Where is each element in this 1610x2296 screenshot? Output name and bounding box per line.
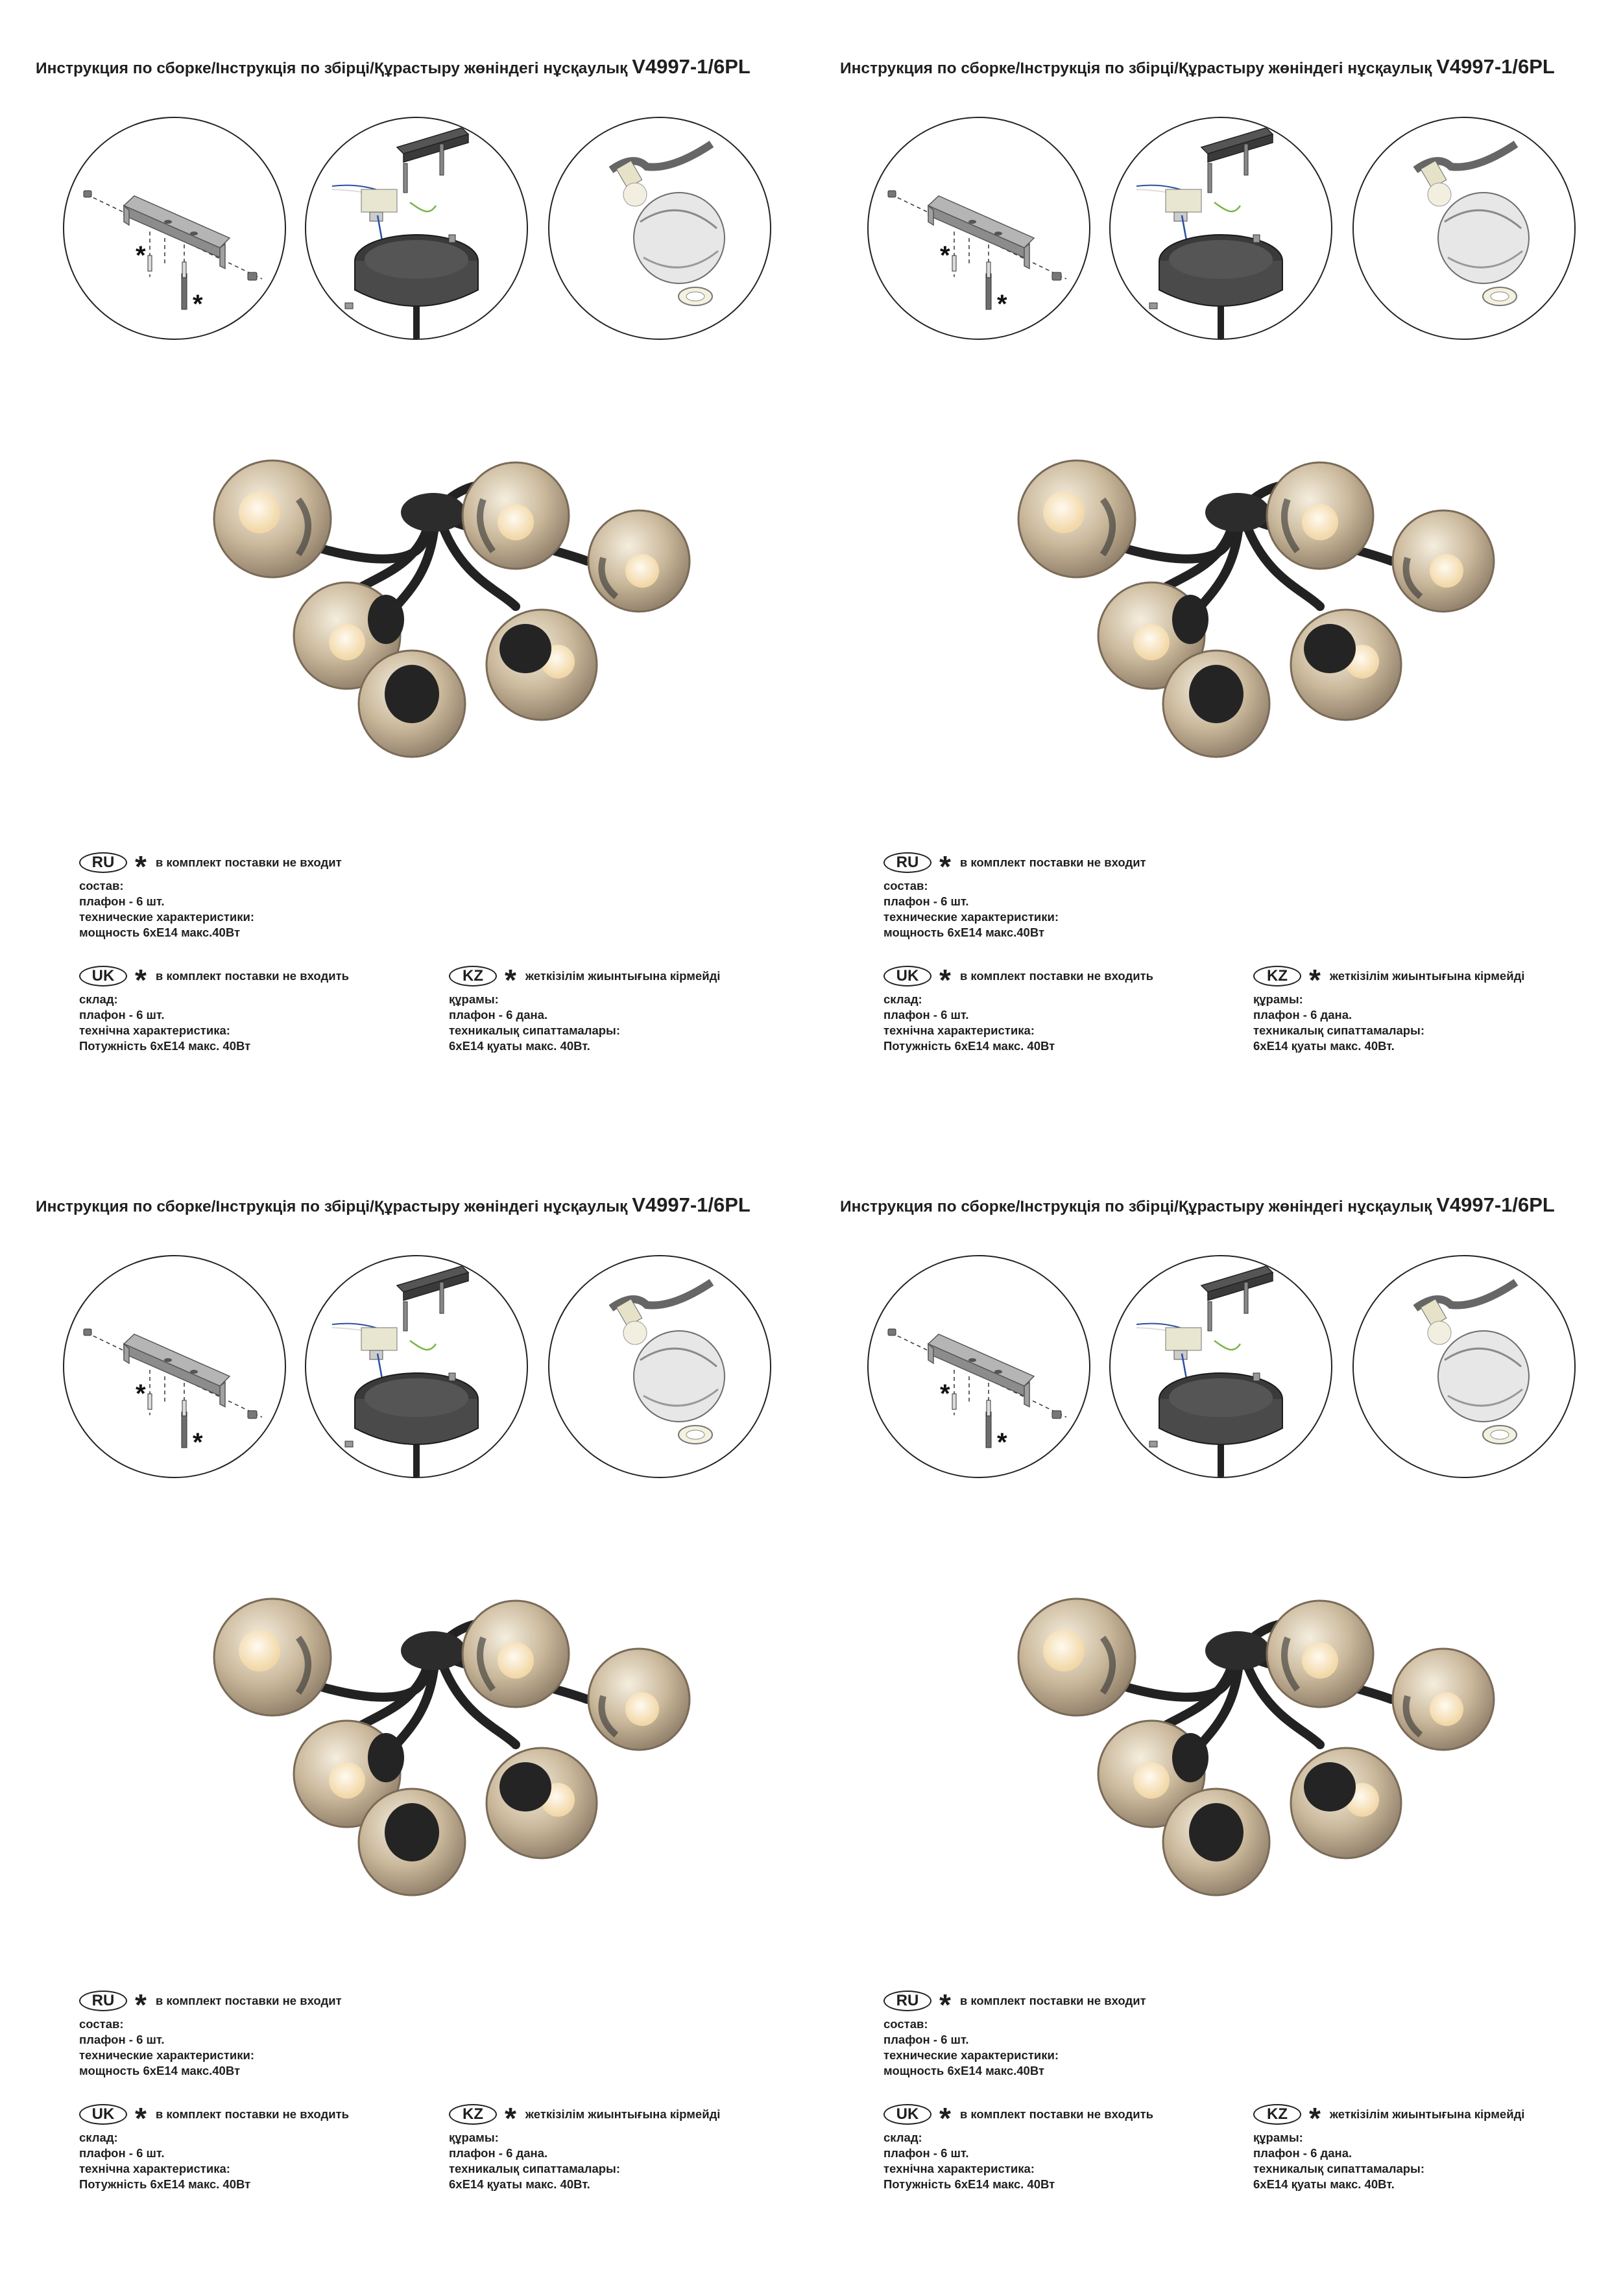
step-3-shade-circle — [548, 117, 771, 340]
ru-section — [79, 1988, 342, 2079]
kz-badge: KZ — [1253, 966, 1301, 987]
ru-line: состав: — [79, 879, 124, 892]
step-1-bracket-circle — [867, 117, 1090, 340]
ru-line: технические характеристики: — [79, 910, 255, 924]
bulb-icon — [1428, 1321, 1451, 1345]
svg-text:*: * — [193, 290, 203, 318]
uk-badge: UK — [79, 966, 127, 987]
step-1-bracket-circle — [63, 1255, 286, 1478]
title-text: Инструкция по сборке/Інструкція по збірці/Құрастыру жөніндегі нұсқаулық — [36, 60, 628, 77]
uk-badge: UK — [883, 2104, 931, 2125]
ru-badge: RU — [883, 1991, 931, 2011]
step-2-canopy-circle — [305, 1255, 528, 1478]
kz-line: 6хЕ14 қуаты макс. 40Вт. — [449, 2177, 590, 2191]
bulb-icon — [1428, 183, 1451, 206]
step-3-shade-circle — [1352, 1255, 1576, 1478]
ru-line: мощность 6хЕ14 макс.40Вт — [883, 2064, 1045, 2077]
uk-line: Потужність 6хЕ14 макс. 40Вт — [79, 1039, 251, 1053]
ru-note: в комплект поставки не входит — [959, 855, 1146, 869]
kz-section — [1253, 2101, 1524, 2192]
ru-section — [883, 1988, 1146, 2079]
asterisk-icon: * — [505, 963, 516, 997]
asterisk-icon: * — [135, 850, 147, 883]
title-text: Инструкция по сборке/Інструкція по збірці/Құрастыру жөніндегі нұсқаулық — [840, 60, 1432, 77]
chandelier-illustration — [992, 1579, 1505, 1910]
uk-line: плафон - 6 шт. — [883, 1008, 969, 1022]
glass-shade-icon — [549, 118, 770, 339]
kz-line: техникалық сипаттамалары: — [1253, 1023, 1425, 1037]
asterisk-icon: * — [505, 2101, 516, 2135]
mounting-bracket-icon — [64, 1256, 285, 1477]
kz-line: плафон - 6 дана. — [1253, 2146, 1352, 2160]
asterisk-icon: * — [135, 963, 147, 997]
ru-line: мощность 6хЕ14 макс.40Вт — [883, 926, 1045, 939]
step-2-canopy-circle — [1109, 1255, 1332, 1478]
kz-section — [449, 963, 720, 1054]
kz-line: 6хЕ14 қуаты макс. 40Вт. — [1253, 1039, 1395, 1053]
asterisk-icon: * — [939, 963, 951, 997]
uk-badge: UK — [79, 2104, 127, 2125]
ru-badge: RU — [79, 852, 127, 873]
chandelier-illustration — [188, 441, 701, 772]
uk-section — [883, 963, 1153, 1054]
kz-line: техникалық сипаттамалары: — [1253, 2162, 1425, 2175]
uk-line: технічна характеристика: — [883, 2162, 1035, 2175]
ru-line: мощность 6хЕ14 макс.40Вт — [79, 926, 241, 939]
ru-line: плафон - 6 шт. — [79, 2033, 165, 2046]
kz-note: жеткізілім жиынтығына кірмейді — [1329, 969, 1525, 983]
uk-section — [883, 2101, 1153, 2192]
step-1-bracket-circle — [867, 1255, 1090, 1478]
uk-line: технічна характеристика: — [883, 1023, 1035, 1037]
uk-line: плафон - 6 шт. — [79, 1008, 165, 1022]
kz-line: құрамы: — [1253, 2131, 1303, 2144]
kz-line: техникалық сипаттамалары: — [449, 2162, 621, 2175]
ru-line: мощность 6хЕ14 макс.40Вт — [79, 2064, 241, 2077]
kz-line: құрамы: — [449, 2131, 499, 2144]
uk-line: Потужність 6хЕ14 макс. 40Вт — [883, 1039, 1055, 1053]
glass-shade-icon — [1354, 118, 1574, 339]
kz-line: 6хЕ14 қуаты макс. 40Вт. — [449, 1039, 590, 1053]
kz-line: 6хЕ14 қуаты макс. 40Вт. — [1253, 2177, 1395, 2191]
uk-line: Потужність 6хЕ14 макс. 40Вт — [883, 2177, 1055, 2191]
ru-section — [883, 850, 1146, 940]
kz-note: жеткізілім жиынтығына кірмейді — [1329, 2107, 1525, 2121]
ru-line: состав: — [883, 879, 928, 892]
uk-line: склад: — [79, 2131, 118, 2144]
step-2-canopy-circle — [305, 117, 528, 340]
mounting-bracket-icon — [869, 118, 1089, 339]
kz-line: плафон - 6 дана. — [449, 2146, 548, 2160]
ru-section — [79, 850, 342, 940]
kz-badge: KZ — [449, 2104, 497, 2125]
svg-text:*: * — [193, 1428, 203, 1457]
title-text: Инструкция по сборке/Інструкція по збірці/Құрастыру жөніндегі нұсқаулық — [840, 1198, 1432, 1215]
ru-line: технические характеристики: — [883, 910, 1059, 924]
screw-icon — [84, 1329, 257, 1448]
ru-note: в комплект поставки не входит — [959, 1994, 1146, 2007]
uk-note: в комплект поставки не входить — [959, 969, 1154, 983]
instruction-title — [840, 1193, 1555, 1217]
kz-line: құрамы: — [449, 992, 499, 1006]
bulb-icon — [623, 183, 647, 206]
kz-note: жеткізілім жиынтығына кірмейді — [525, 969, 721, 983]
instruction-sheet-4 — [840, 1193, 1610, 2296]
step-3-shade-circle — [548, 1255, 771, 1478]
glass-shade-icon — [1354, 1256, 1574, 1477]
screw-icon — [888, 1329, 1061, 1448]
chandelier-illustration — [992, 441, 1505, 772]
ru-line: технические характеристики: — [79, 2048, 255, 2062]
model-code: V4997-1/6PL — [632, 55, 751, 78]
svg-text:*: * — [136, 1380, 146, 1408]
ru-note: в комплект поставки не входит — [155, 855, 342, 869]
chandelier-illustration — [188, 1579, 701, 1910]
uk-section — [79, 963, 349, 1054]
ru-badge: RU — [883, 852, 931, 873]
instruction-sheet-3 — [36, 1193, 814, 2296]
title-text: Инструкция по сборке/Інструкція по збірці/Құрастыру жөніндегі нұсқаулық — [36, 1198, 628, 1215]
instruction-title — [36, 1193, 751, 1217]
kz-note: жеткізілім жиынтығына кірмейді — [525, 2107, 721, 2121]
step-1-bracket-circle — [63, 117, 286, 340]
svg-text:*: * — [997, 1428, 1007, 1457]
uk-line: плафон - 6 шт. — [79, 2146, 165, 2160]
kz-section — [1253, 963, 1524, 1054]
uk-line: технічна характеристика: — [79, 2162, 230, 2175]
kz-section — [449, 2101, 720, 2192]
ru-line: технические характеристики: — [883, 2048, 1059, 2062]
uk-line: склад: — [883, 992, 922, 1006]
asterisk-icon: * — [939, 2101, 951, 2135]
uk-note: в комплект поставки не входить — [155, 969, 350, 983]
asterisk-icon: * — [939, 850, 951, 883]
uk-line: склад: — [79, 992, 118, 1006]
ceiling-canopy-icon — [1111, 1256, 1331, 1477]
ceiling-canopy-icon — [1111, 118, 1331, 339]
ru-badge: RU — [79, 1991, 127, 2011]
uk-note: в комплект поставки не входить — [155, 2107, 350, 2121]
ru-line: плафон - 6 шт. — [883, 2033, 969, 2046]
uk-line: плафон - 6 шт. — [883, 2146, 969, 2160]
kz-line: плафон - 6 дана. — [1253, 1008, 1352, 1022]
screw-icon — [888, 191, 1061, 309]
step-2-canopy-circle — [1109, 117, 1332, 340]
instruction-sheet-2 — [840, 55, 1610, 1158]
svg-text:*: * — [136, 241, 146, 270]
asterisk-icon: * — [135, 2101, 147, 2135]
svg-text:*: * — [940, 1380, 950, 1408]
model-code: V4997-1/6PL — [632, 1193, 751, 1216]
instruction-title — [36, 55, 751, 78]
uk-line: Потужність 6хЕ14 макс. 40Вт — [79, 2177, 251, 2191]
kz-line: техникалық сипаттамалары: — [449, 1023, 621, 1037]
uk-badge: UK — [883, 966, 931, 987]
uk-line: технічна характеристика: — [79, 1023, 230, 1037]
ru-line: состав: — [883, 2017, 928, 2031]
kz-line: плафон - 6 дана. — [449, 1008, 548, 1022]
kz-line: құрамы: — [1253, 992, 1303, 1006]
asterisk-icon: * — [1309, 963, 1321, 997]
asterisk-icon: * — [939, 1988, 951, 2022]
asterisk-icon: * — [1309, 2101, 1321, 2135]
mounting-bracket-icon — [869, 1256, 1089, 1477]
ceiling-canopy-icon — [306, 1256, 527, 1477]
uk-section — [79, 2101, 349, 2192]
svg-text:*: * — [997, 290, 1007, 318]
kz-badge: KZ — [1253, 2104, 1301, 2125]
kz-badge: KZ — [449, 966, 497, 987]
uk-line: склад: — [883, 2131, 922, 2144]
ru-line: плафон - 6 шт. — [883, 894, 969, 908]
uk-note: в комплект поставки не входить — [959, 2107, 1154, 2121]
ceiling-canopy-icon — [306, 118, 527, 339]
model-code: V4997-1/6PL — [1436, 55, 1555, 78]
asterisk-icon: * — [135, 1988, 147, 2022]
instruction-sheet-1 — [36, 55, 814, 1158]
step-3-shade-circle — [1352, 117, 1576, 340]
mounting-bracket-icon — [64, 118, 285, 339]
svg-text:*: * — [940, 241, 950, 270]
instruction-title — [840, 55, 1555, 78]
glass-shade-icon — [549, 1256, 770, 1477]
screw-icon — [84, 191, 257, 309]
model-code: V4997-1/6PL — [1436, 1193, 1555, 1216]
ru-line: плафон - 6 шт. — [79, 894, 165, 908]
bulb-icon — [623, 1321, 647, 1345]
ru-note: в комплект поставки не входит — [155, 1994, 342, 2007]
ru-line: состав: — [79, 2017, 124, 2031]
